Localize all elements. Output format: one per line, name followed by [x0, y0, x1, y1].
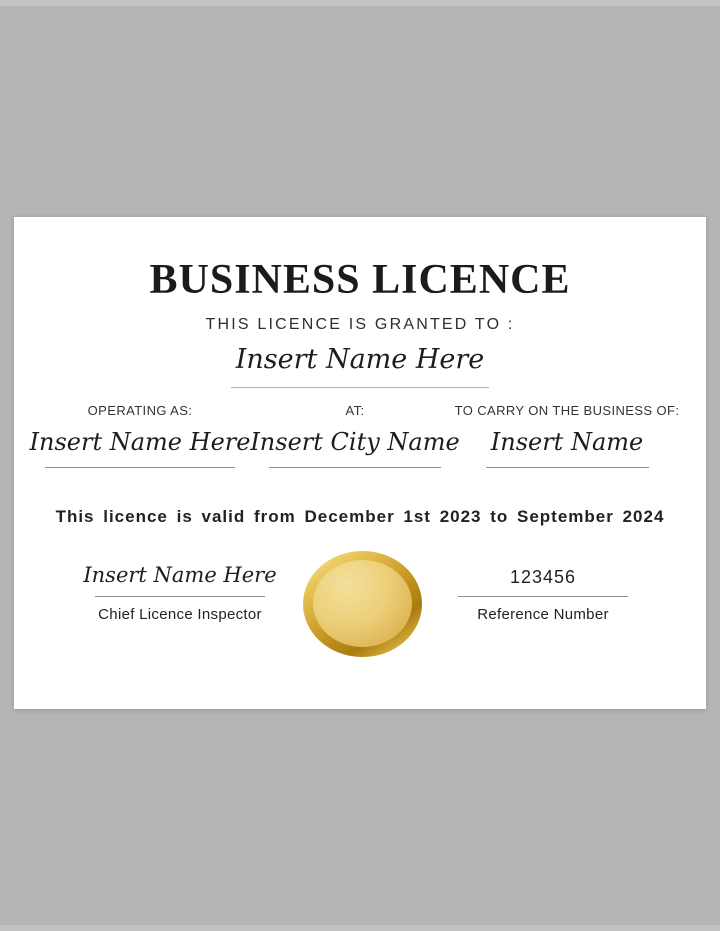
business-licence-certificate	[14, 217, 706, 709]
signature-name: Insert Name Here	[83, 563, 277, 587]
signature-caption: Chief Licence Inspector	[98, 606, 262, 623]
field-at	[235, 403, 475, 468]
reference-caption: Reference Number	[477, 606, 609, 623]
field-business-of	[447, 403, 687, 468]
operating-as-value: Insert Name Here	[29, 428, 251, 456]
reference-underline	[458, 596, 628, 597]
signature-underline	[95, 596, 265, 597]
at-label: AT:	[345, 403, 365, 418]
reference-number: 123456	[509, 567, 577, 587]
bottom-edge-band	[0, 925, 720, 931]
validity-statement: This licence is valid from December 1st 2023 to September 2024	[55, 507, 665, 526]
at-underline	[269, 467, 441, 468]
business-of-label: TO CARRY ON THE BUSINESS OF:	[454, 403, 680, 418]
gold-seal-face	[313, 560, 412, 647]
reference-block	[403, 567, 683, 623]
at-value: Insert City Name	[250, 428, 460, 456]
business-of-underline	[486, 467, 649, 468]
operating-as-underline	[45, 467, 235, 468]
field-operating-as	[20, 403, 260, 468]
top-edge-band	[0, 0, 720, 6]
signature-block	[40, 562, 320, 623]
certificate-title: BUSINESS LICENCE	[149, 257, 571, 303]
granted-name-underline	[231, 387, 489, 388]
granted-to-name: Insert Name Here	[235, 344, 485, 375]
business-of-value: Insert Name	[490, 428, 644, 456]
granted-to-label: THIS LICENCE IS GRANTED TO :	[205, 316, 515, 333]
operating-as-label: OPERATING AS:	[87, 403, 193, 418]
